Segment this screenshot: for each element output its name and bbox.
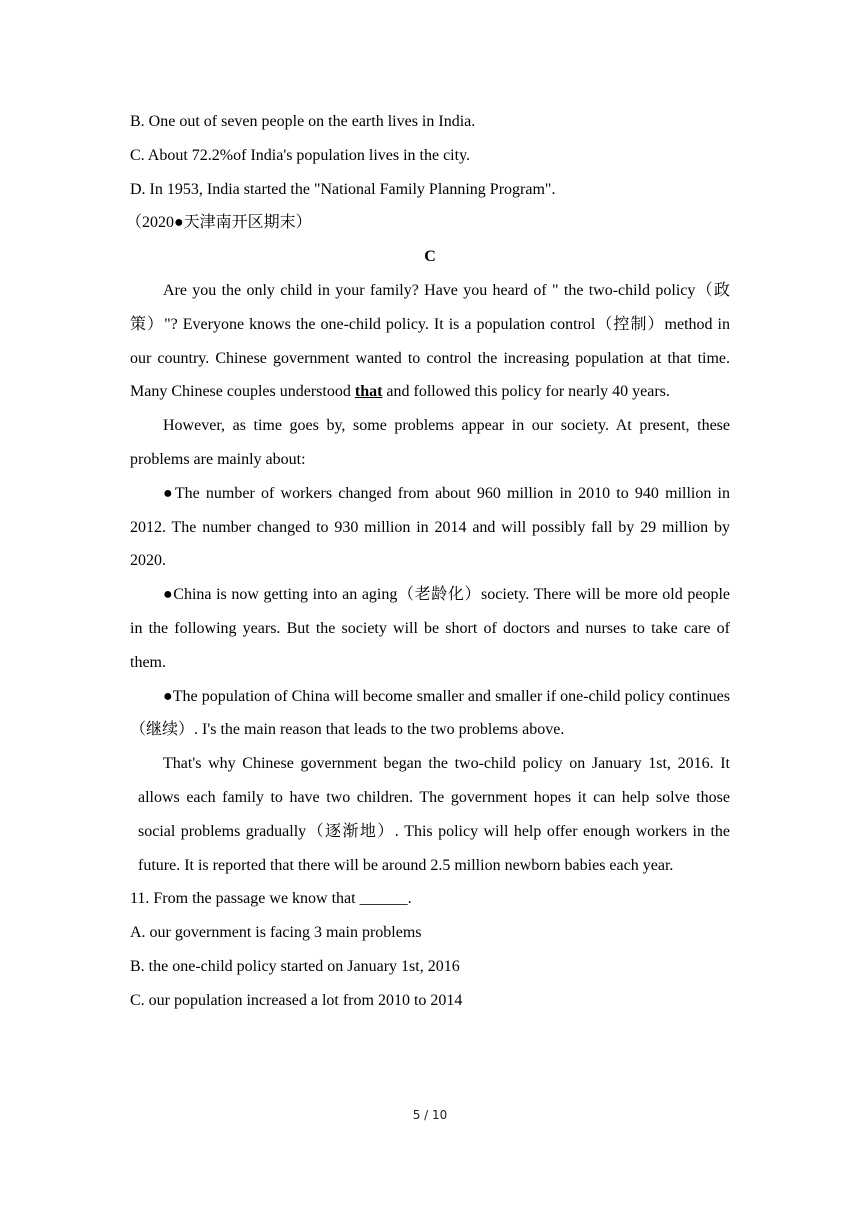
highlighted-word: that	[354, 383, 383, 401]
paragraph-1-text-b: and followed this policy for nearly 40 years.	[382, 383, 670, 401]
passage-source: （2020●天津南开区期末）	[126, 214, 312, 232]
paragraph-1-text-a: Are you the only child in your family? Have you heard of " the two-child policy（政策）"? Everyone knows the one-child policy. It is a population control（控制）method in our country. Chinese government wanted to control the increasing population at that time. Many Chinese couples understood	[130, 281, 730, 401]
passage-paragraph-1	[130, 274, 730, 409]
bullet-point-1: ●The number of workers changed from about 960 million in 2010 to 940 million in 2012. The number changed to 930 million in 2014 and will possibly fall by 29 million by 2020.	[130, 484, 730, 570]
bullet-point-3: ●The population of China will become smaller and smaller if one-child policy continues（继续）. I's the main reason that leads to the two problems above.	[130, 687, 730, 739]
page-number: 5 / 10	[412, 1108, 448, 1122]
document-content	[126, 105, 730, 1018]
previous-option-b: B. One out of seven people on the earth lives in India.	[130, 113, 476, 130]
passage-paragraph-3: That's why Chinese government began the two-child policy on January 1st, 2016. It allows each family to have two children. The government hopes it can help solve those social problems gradually（逐渐地）. This policy will help offer enough workers in the future. It is reported that there will be around 2.5 million newborn babies each year.	[138, 755, 730, 874]
question-stem: 11. From the passage we know that ______.	[130, 890, 412, 908]
passage-paragraph-2: However, as time goes by, some problems appear in our society. At present, these problems are mainly about:	[130, 417, 730, 468]
question-option-c: C. our population increased a lot from 2010 to 2014	[130, 991, 463, 1009]
previous-option-d: D. In 1953, India started the "National Family Planning Program".	[130, 180, 556, 198]
bullet-point-2: ●China is now getting into an aging（老龄化）society. There will be more old people in the following years. But the society will be short of doctors and nurses to take care of them.	[130, 586, 730, 671]
section-heading: C	[424, 248, 436, 266]
previous-option-c: C. About 72.2%of India's population lives in the city.	[130, 146, 471, 164]
question-option-a: A. our government is facing 3 main problems	[130, 924, 422, 942]
question-option-b: B. the one-child policy started on January 1st, 2016	[130, 957, 460, 975]
